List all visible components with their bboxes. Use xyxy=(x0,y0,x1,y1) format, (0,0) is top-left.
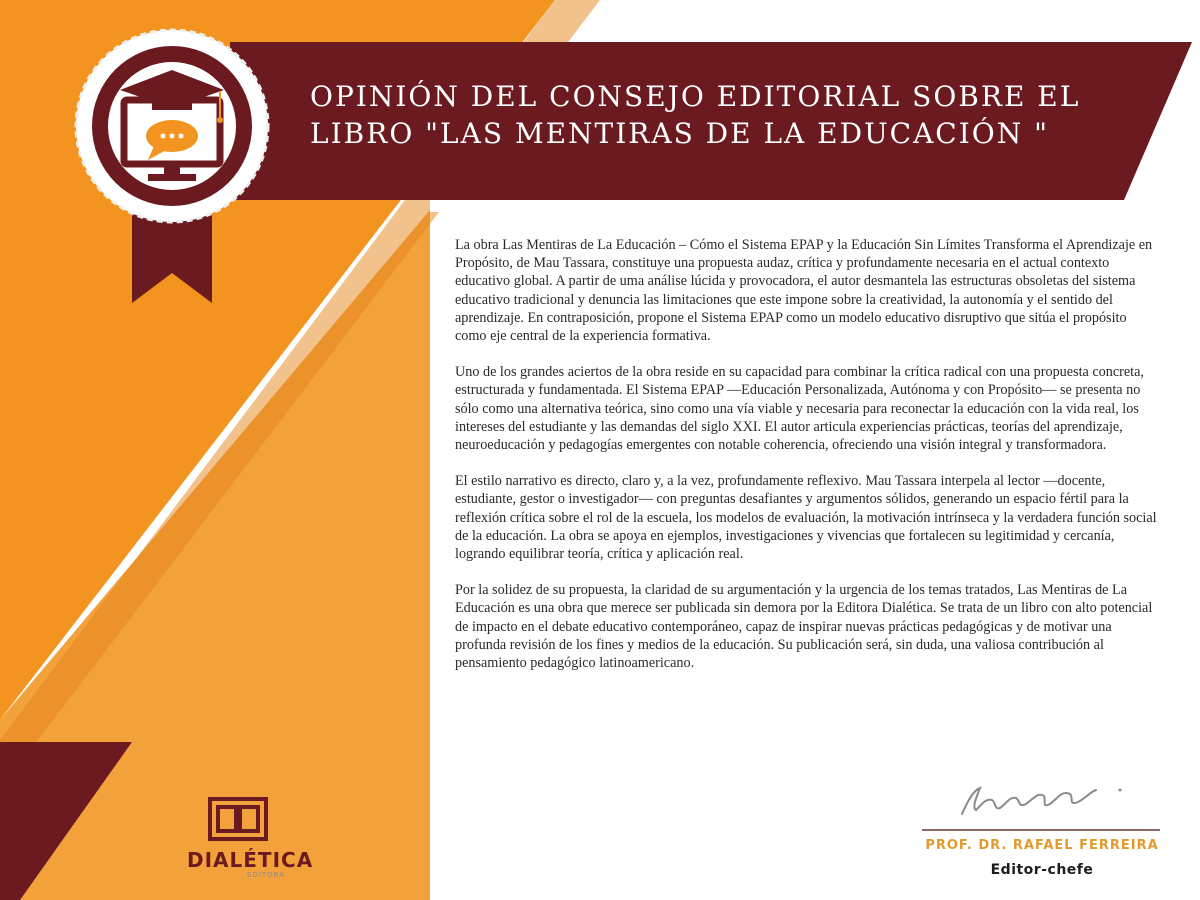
opinion-paragraph-2: Uno de los grandes aciertos de la obra reside en su capacidad para combinar la crítica radical con una propuesta concreta, estructurada y fundamentada. El Sistema EPAP —Educación Personalizada, Autónoma y con Propósito— se presenta no sólo como una alternativa teórica, sino como una vía viable y necesaria para reconectar la educación con la vida real, los intereses del estudiante y las demandas del siglo XXI. El autor articula experiencias prácticas, teorías del aprendizaje, neuroeducación y pedagogías emergentes con notable coherencia, ofreciendo una visión integral y transformadora. xyxy=(455,364,1144,454)
badge-emblem xyxy=(72,18,272,308)
page-title-line-2: LIBRO "LAS MENTIRAS DE LA EDUCACIÓN " xyxy=(310,117,1050,150)
signer-name: PROF. DR. RAFAEL FERREIRA xyxy=(925,838,1159,853)
publisher-subtitle: EDITORA xyxy=(247,871,286,879)
maroon-header-shadow xyxy=(430,200,1124,212)
publisher-name: DIALÉTICA xyxy=(187,848,314,872)
page-title-line-1: OPINIÓN DEL CONSEJO EDITORIAL SOBRE EL xyxy=(310,80,1081,113)
handwritten-signature-icon xyxy=(950,780,1130,820)
signer-role: Editor-chefe xyxy=(990,862,1094,878)
page-title xyxy=(310,78,1110,152)
opinion-paragraph-1: La obra Las Mentiras de La Educación – Cómo el Sistema EPAP y la Educación Sin Límites Transforma el Aprendizaje en Propósito, de Mau Tassara, constituye una propuesta audaz, crítica y profundamente necesaria en el actual contexto educativo global. A partir de uma análise lúcida y provocadora, el autor desmantela las estructuras obsoletas del sistema educativo tradicional y denuncia las limitaciones que este impone sobre la creatividad, la autonomía y el sentido del aprendizaje. En contraposición, propone el Sistema EPAP como un modelo educativo disruptivo que sitúa el propósito como eje central de la experiencia formativa. xyxy=(455,237,1153,345)
opinion-body xyxy=(455,236,1160,690)
opinion-paragraph-3: El estilo narrativo es directo, claro y, a la vez, profundamente reflexivo. Mau Tassara interpela al lector —docente, estudiante, gestor o investigador— con preguntas desafiantes y argumentos sólidos, generando un espacio fértil para la reflexión crítica sobre el rol de la escuela, los modelos de evaluación, la motivación intrínseca y la verdadera función social de la educación. La obra se apoya en ejemplos, investigaciones y vivencias que fortalecen su legitimidad y cercanía, logrando equilibrar teoría, crítica y aplicación real. xyxy=(455,473,1157,563)
signature-line xyxy=(922,829,1160,831)
opinion-paragraph-4: Por la solidez de su propuesta, la claridad de su argumentación y la urgencia de los temas tratados, Las Mentiras de La Educación es una obra que merece ser publicada sin demora por la Editora Dialética. Se trata de un libro con alto potencial de impacto en el debate educativo contemporáneo, capaz de inspirar nuevas prácticas pedagógicas y de motivar una profunda revisión de los fines y medios de la educación. Su publicación será, sin duda, una valiosa contribución al pensamiento pedagógico latinoamericano. xyxy=(455,582,1153,672)
